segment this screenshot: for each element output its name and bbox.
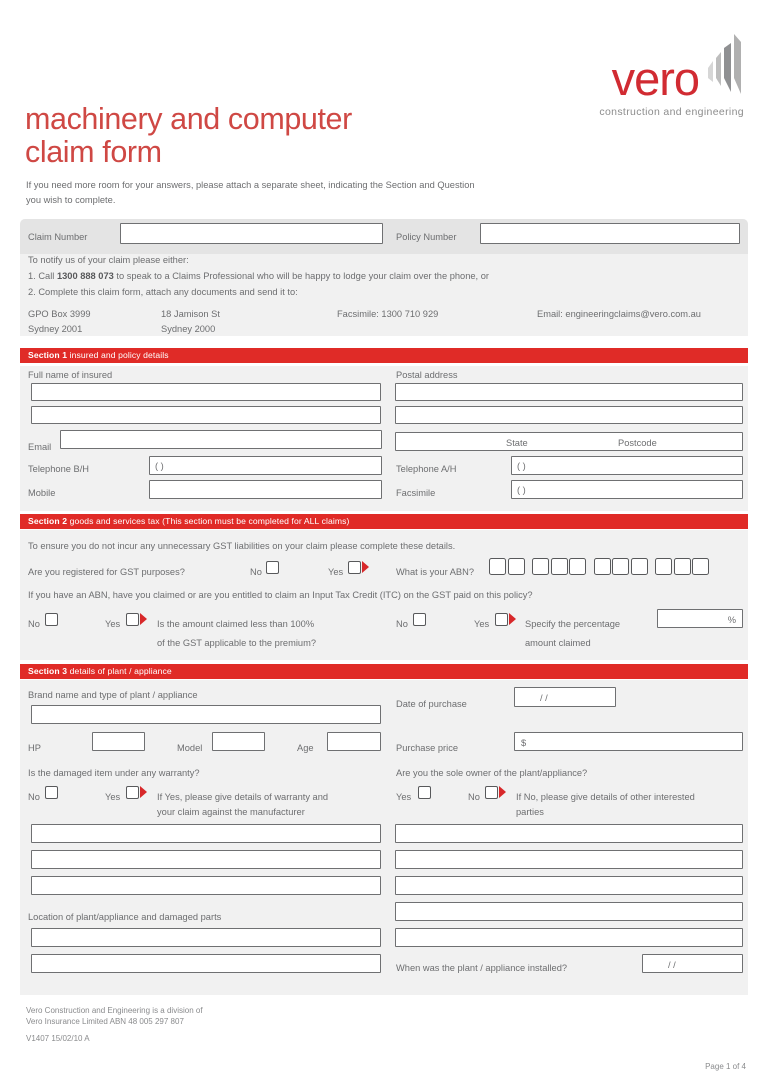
postal-address-input-1[interactable] (395, 383, 743, 401)
section1-number: Section 1 (28, 350, 68, 360)
sole-owner-no-checkbox[interactable] (485, 786, 498, 799)
policy-number-label: Policy Number (396, 232, 457, 242)
warranty-yes-label: Yes (105, 792, 121, 802)
facsimile-input[interactable] (511, 480, 743, 499)
gpo-address-line2: Sydney 2001 (28, 324, 83, 334)
page-title-line1: machinery and computer (25, 102, 352, 136)
percent-symbol: % (727, 615, 736, 625)
postal-address-label: Postal address (396, 370, 458, 380)
full-name-input-2[interactable] (31, 406, 381, 424)
page-title (25, 103, 352, 169)
telephone-ah-input[interactable] (511, 456, 743, 475)
logo-tagline: construction and engineering (599, 106, 744, 118)
location-input-1[interactable] (31, 928, 381, 947)
claim-number-input[interactable] (120, 223, 383, 244)
abn-digit-box[interactable] (489, 558, 506, 575)
abn-digit-box[interactable] (551, 558, 568, 575)
hp-input[interactable] (92, 732, 145, 751)
percentage-no-label: No (396, 619, 408, 629)
itc-no-checkbox[interactable] (45, 613, 58, 626)
owner-detail-line-3[interactable] (395, 876, 743, 895)
purchase-price-label: Purchase price (396, 743, 459, 753)
abn-digit-box[interactable] (508, 558, 525, 575)
notify-option-1-pre: 1. Call (28, 271, 57, 281)
telephone-bh-input[interactable] (149, 456, 382, 475)
telephone-bh-label: Telephone B/H (28, 464, 89, 474)
sole-owner-question: Are you the sole owner of the plant/appliance? (396, 768, 588, 778)
notify-option-1-post: to speak to a Claims Professional who will be happy to lodge your claim over the phone, or (113, 271, 489, 281)
abn-digit-box[interactable] (631, 558, 648, 575)
street-address-line2: Sydney 2000 (161, 324, 216, 334)
gst-registered-question: Are you registered for GST purposes? (28, 567, 185, 577)
footer-version: V1407 15/02/10 A (26, 1034, 90, 1043)
section3-number: Section 3 (28, 666, 68, 676)
warranty-question: Is the damaged item under any warranty? (28, 768, 200, 778)
percentage-no-checkbox[interactable] (413, 613, 426, 626)
brand-name-label: Brand name and type of plant / appliance (28, 690, 198, 700)
vero-flame-icon (704, 34, 744, 101)
full-name-input-1[interactable] (31, 383, 381, 401)
location-input-2[interactable] (31, 954, 381, 973)
percentage-yes-label: Yes (474, 619, 490, 629)
claims-phone-number: 1300 888 073 (56, 271, 114, 281)
telephone-ah-label: Telephone A/H (396, 464, 457, 474)
warranty-detail-line-1[interactable] (31, 824, 381, 843)
warranty-no-checkbox[interactable] (45, 786, 58, 799)
section1-title: insured and policy details (67, 350, 169, 360)
section2-header (20, 514, 748, 529)
warranty-yes-arrow-icon (140, 786, 147, 798)
sole-owner-follow-line2: parties (516, 807, 544, 817)
purchase-price-input[interactable] (514, 732, 743, 751)
page-number: Page 1 of 4 (705, 1062, 746, 1071)
warranty-follow-line2: your claim against the manufacturer (157, 807, 305, 817)
footer-division-line2: Vero Insurance Limited ABN 48 005 297 807 (26, 1017, 184, 1026)
brand-name-input[interactable] (31, 705, 381, 724)
telephone-bh-value: ( ) (155, 461, 164, 471)
notify-option-1 (28, 270, 489, 283)
gst-registered-yes-label: Yes (328, 567, 344, 577)
section1-header (20, 348, 748, 363)
gst-registered-no-checkbox[interactable] (266, 561, 279, 574)
section2-title: goods and services tax (This section must be completed for ALL claims) (67, 516, 350, 526)
itc-no-label: No (28, 619, 40, 629)
purchase-price-value: $ (521, 738, 527, 748)
percentage-follow-line2: amount claimed (525, 638, 591, 648)
postcode-label: Postcode (618, 438, 657, 448)
percentage-input[interactable] (657, 609, 743, 628)
footer-division-line1: Vero Construction and Engineering is a division of (26, 1006, 203, 1015)
telephone-ah-value: ( ) (517, 461, 526, 471)
gst-registered-yes-arrow-icon (362, 561, 369, 573)
abn-digit-box[interactable] (692, 558, 709, 575)
postal-address-input-2[interactable] (395, 406, 743, 424)
warranty-yes-checkbox[interactable] (126, 786, 139, 799)
email-text: Email: engineeringclaims@vero.com.au (537, 309, 701, 319)
warranty-no-label: No (28, 792, 40, 802)
itc-yes-label: Yes (105, 619, 121, 629)
facsimile-text: Facsimile: 1300 710 929 (337, 309, 439, 319)
itc-question: If you have an ABN, have you claimed or are you entitled to claim an Input Tax Credit (ITC) on the GST paid on this policy? (28, 590, 533, 600)
state-postcode-input[interactable] (395, 432, 743, 451)
itc-yes-arrow-icon (140, 613, 147, 625)
age-label: Age (297, 743, 314, 753)
abn-digit-box[interactable] (569, 558, 586, 575)
street-address-line1: 18 Jamison St (161, 309, 220, 319)
mobile-label: Mobile (28, 488, 56, 498)
warranty-detail-line-2[interactable] (31, 850, 381, 869)
abn-digit-box[interactable] (594, 558, 611, 575)
mobile-input[interactable] (149, 480, 382, 499)
page-title-line2: claim form (25, 135, 162, 169)
percentage-follow-line1: Specify the percentage (525, 619, 621, 629)
state-label: State (506, 438, 528, 448)
email-input[interactable] (60, 430, 382, 449)
owner-detail-line-4[interactable] (395, 902, 743, 921)
abn-digit-box[interactable] (674, 558, 691, 575)
hp-label: HP (28, 743, 41, 753)
installed-date-input[interactable] (642, 954, 743, 973)
owner-detail-line-1[interactable] (395, 824, 743, 843)
gst-registered-no-label: No (250, 567, 262, 577)
notify-option-2: 2. Complete this claim form, attach any documents and send it to: (28, 287, 298, 297)
abn-label: What is your ABN? (396, 567, 475, 577)
section2-intro: To ensure you do not incur any unnecessary GST liabilities on your claim please complete these details. (28, 541, 456, 551)
intro-text: If you need more room for your answers, please attach a separate sheet, indicating the Section and Question you wish to complete. (26, 180, 475, 205)
warranty-follow-line1: If Yes, please give details of warranty and (157, 792, 329, 802)
percentage-yes-checkbox[interactable] (495, 613, 508, 626)
sole-owner-no-label: No (468, 792, 480, 802)
installed-question: When was the plant / appliance installed? (396, 963, 568, 973)
sole-owner-no-arrow-icon (499, 786, 506, 798)
date-of-purchase-value: / / (540, 693, 548, 703)
sole-owner-yes-checkbox[interactable] (418, 786, 431, 799)
gst-registered-yes-checkbox[interactable] (348, 561, 361, 574)
vero-logo (599, 34, 744, 118)
sole-owner-yes-label: Yes (396, 792, 412, 802)
itc-yes-checkbox[interactable] (126, 613, 139, 626)
model-label: Model (177, 743, 203, 753)
owner-detail-line-5[interactable] (395, 928, 743, 947)
percentage-yes-arrow-icon (509, 613, 516, 625)
owner-detail-line-2[interactable] (395, 850, 743, 869)
date-of-purchase-label: Date of purchase (396, 699, 467, 709)
model-input[interactable] (212, 732, 265, 751)
logo-wordmark: vero (611, 52, 699, 105)
itc-follow-line1: Is the amount claimed less than 100% (157, 619, 315, 629)
abn-digit-box[interactable] (655, 558, 672, 575)
abn-digit-box[interactable] (612, 558, 629, 575)
section3-header (20, 664, 748, 679)
sole-owner-follow-line1: If No, please give details of other interested (516, 792, 695, 802)
facsimile-value: ( ) (517, 485, 526, 495)
facsimile-label: Facsimile (396, 488, 436, 498)
full-name-label: Full name of insured (28, 370, 113, 380)
notify-intro: To notify us of your claim please either: (28, 255, 189, 265)
claim-number-label: Claim Number (28, 232, 88, 242)
warranty-detail-line-3[interactable] (31, 876, 381, 895)
policy-number-input[interactable] (480, 223, 740, 244)
section3-title: details of plant / appliance (67, 666, 172, 676)
gpo-address-line1: GPO Box 3999 (28, 309, 91, 319)
location-label: Location of plant/appliance and damaged parts (28, 912, 222, 922)
itc-follow-line2: of the GST applicable to the premium? (157, 638, 316, 648)
date-of-purchase-input[interactable] (514, 687, 616, 707)
section2-number: Section 2 (28, 516, 68, 526)
abn-digit-box[interactable] (532, 558, 549, 575)
email-label: Email (28, 442, 52, 452)
installed-date-value: / / (668, 960, 676, 970)
age-input[interactable] (327, 732, 381, 751)
